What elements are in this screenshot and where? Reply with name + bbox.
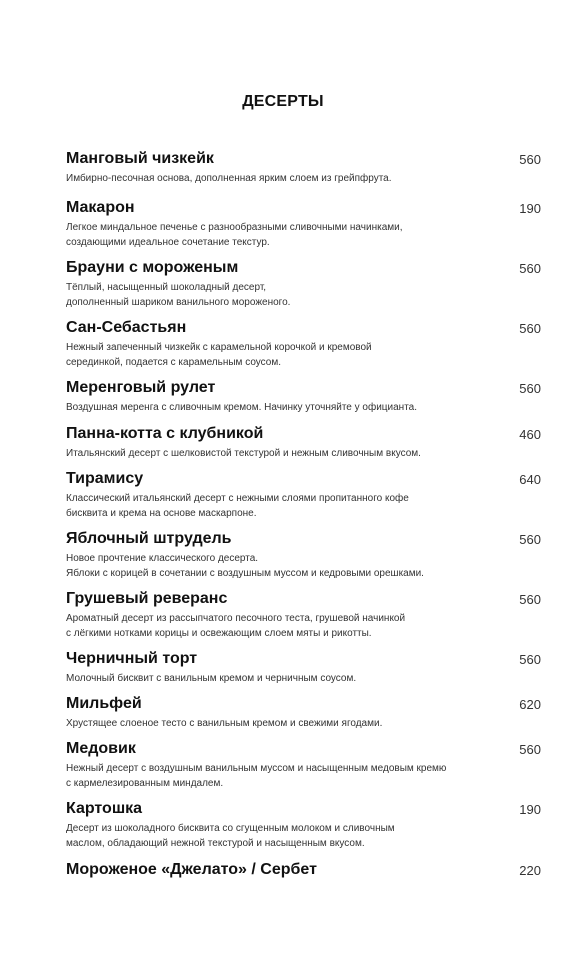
item-name: Макарон (66, 199, 135, 216)
menu-item (66, 148, 542, 186)
description-line: Нежный десерт с воздушным ванильным муссом и насыщенным медовым кремю (66, 763, 447, 774)
item-name: Тирамису (66, 470, 144, 487)
item-description (66, 400, 502, 415)
description-line: серединкой, подается с карамельным соусом. (66, 357, 281, 368)
menu-item (66, 197, 542, 250)
item-description (66, 446, 502, 461)
item-price: 560 (519, 592, 541, 607)
description-line: Классический итальянский десерт с нежными слоями пропитанного кофе (66, 493, 409, 504)
description-line: Яблоки с корицей в сочетании с воздушным муссом и кедровыми орешками. (66, 568, 424, 579)
description-line: Легкое миндальное печенье с разнообразными сливочными начинками, (66, 222, 403, 233)
description-line: маслом, обладающий нежной текстурой и насыщенным вкусом. (66, 838, 365, 849)
item-name: Грушевый реверанс (66, 590, 228, 607)
item-name: Панна-котта с клубникой (66, 425, 264, 442)
item-price: 190 (519, 201, 541, 216)
menu-item (66, 648, 542, 686)
description-line: Ароматный десерт из рассыпчатого песочного теста, грушевой начинкой (66, 613, 406, 624)
item-description (66, 220, 502, 250)
item-price: 560 (519, 532, 541, 547)
description-line: Хрустящее слоеное тесто с ванильным кремом и свежими ягодами. (66, 718, 383, 729)
menu-item (66, 693, 542, 731)
section-title: ДЕСЕРТЫ (242, 93, 324, 110)
item-price: 190 (519, 802, 541, 817)
description-line: Молочный бисквит с ванильным кремом и черничным соусом. (66, 673, 357, 684)
description-line: дополненный шариком ванильного мороженого. (66, 297, 291, 308)
item-name: Манговый чизкейк (66, 150, 214, 167)
item-price: 220 (519, 863, 541, 878)
item-price: 560 (519, 152, 541, 167)
item-price: 640 (519, 472, 541, 487)
description-line: Воздушная меренга с сливочным кремом. Начинку уточняйте у официанта. (66, 402, 418, 413)
item-name: Мильфей (66, 695, 142, 712)
item-name: Медовик (66, 740, 136, 757)
item-description (66, 761, 502, 791)
description-line: Десерт из шоколадного бисквита со сгущенным молоком и сливочным (66, 823, 395, 834)
menu-item (66, 798, 542, 851)
item-description (66, 551, 502, 581)
item-price: 620 (519, 697, 541, 712)
description-line: Новое прочтение классического десерта. (66, 553, 259, 564)
menu-item (66, 468, 542, 521)
item-description (66, 716, 502, 731)
description-line: Имбирно-песочная основа, дополненная ярким слоем из грейпфрута. (66, 173, 392, 184)
item-name: Яблочный штрудель (66, 530, 232, 547)
item-name: Картошка (66, 800, 143, 817)
description-line: Итальянский десерт с шелковистой текстурой и нежным сливочным вкусом. (66, 448, 421, 459)
item-name: Брауни с мороженым (66, 259, 239, 276)
description-line: создающими идеальное сочетание текстур. (66, 237, 270, 248)
description-line: бисквита и крема на основе маскарпоне. (66, 508, 257, 519)
item-price: 560 (519, 652, 541, 667)
item-description (66, 821, 502, 851)
item-name: Сан-Себастьян (66, 319, 187, 336)
item-description (66, 611, 502, 641)
description-line: с кармелезированным миндалем. (66, 778, 224, 789)
menu-item (66, 317, 542, 370)
description-line: Нежный запеченный чизкейк с карамельной корочкой и кремовой (66, 342, 372, 353)
menu-item (66, 859, 542, 881)
item-price: 560 (519, 742, 541, 757)
menu-item (66, 377, 542, 415)
item-price: 560 (519, 261, 541, 276)
item-name: Черничный торт (66, 650, 198, 667)
menu-item (66, 423, 542, 461)
menu-item (66, 588, 542, 641)
item-price: 460 (519, 427, 541, 442)
menu-item (66, 257, 542, 310)
menu-item (66, 528, 542, 581)
item-description (66, 671, 502, 686)
item-price: 560 (519, 381, 541, 396)
item-description (66, 340, 502, 370)
description-line: Тёплый, насыщенный шоколадный десерт, (66, 282, 267, 293)
menu-item (66, 738, 542, 791)
item-description (66, 491, 502, 521)
item-description (66, 171, 502, 186)
item-name: Мороженое «Джелато» / Сербет (66, 861, 317, 878)
item-description (66, 280, 502, 310)
description-line: с лёгкими нотками корицы и освежающим слоем мяты и рикотты. (66, 628, 372, 639)
item-name: Меренговый рулет (66, 379, 216, 396)
item-price: 560 (519, 321, 541, 336)
